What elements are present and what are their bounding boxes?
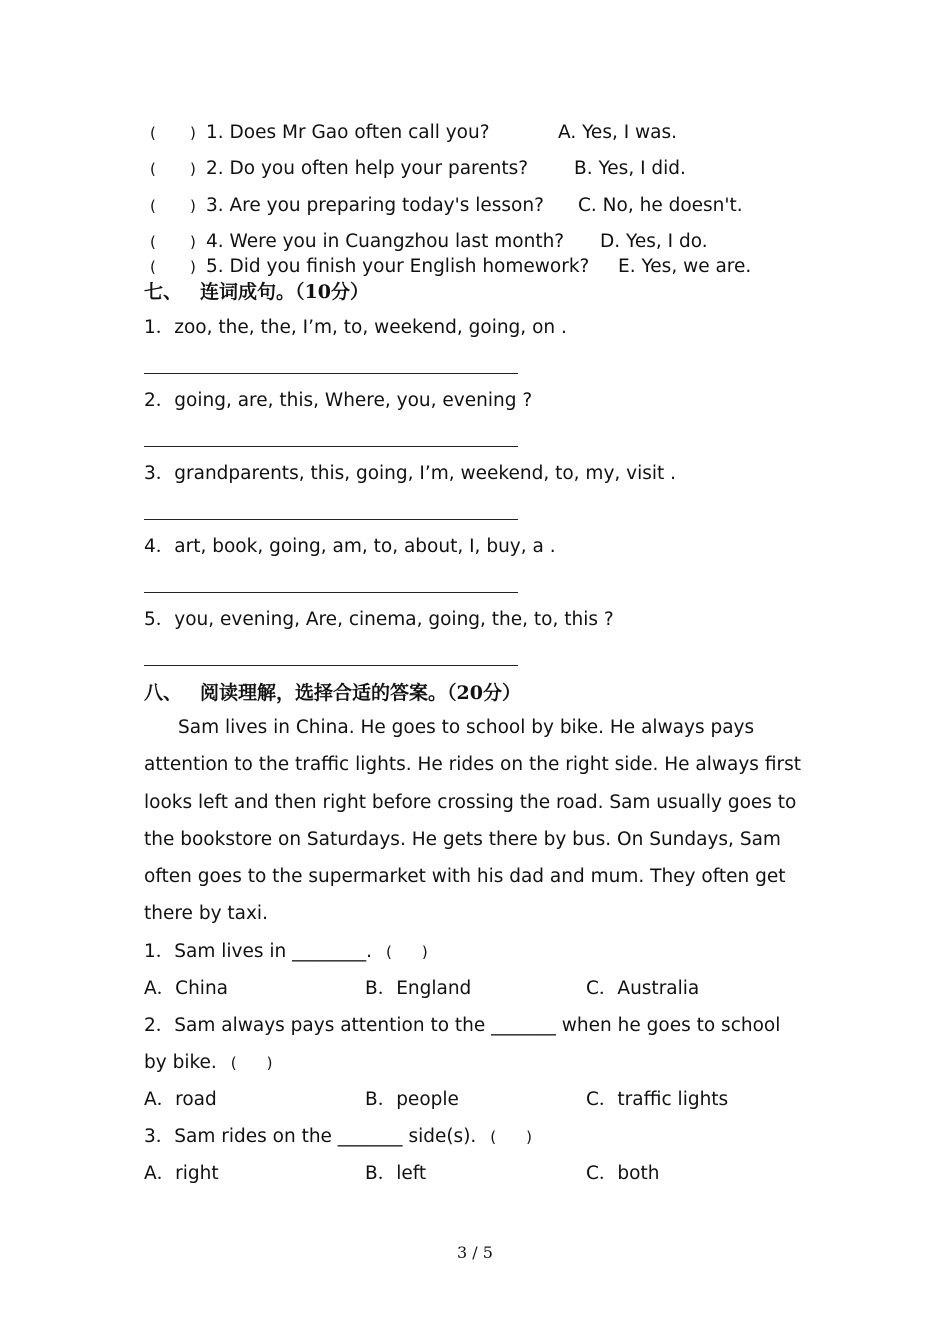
- matching-answer-c: C. No, he doesn't.: [578, 195, 743, 216]
- matching-question-text: 3. Are you preparing today's lesson?: [206, 195, 544, 216]
- matching-question-4: [150, 230, 564, 254]
- question-text: 3．Sam rides on the _______ side(s).: [144, 1126, 477, 1147]
- answer-paren-open: (: [150, 124, 156, 142]
- option-a: A．right: [144, 1163, 219, 1184]
- section-number: 八、: [144, 682, 183, 704]
- matching-question-5: [150, 255, 589, 279]
- sentence-item-3: 3．grandparents, this, going, I’m, weekend, to, my, visit .: [144, 463, 677, 484]
- answer-paren: ( ): [386, 943, 428, 961]
- matching-answer-b: B. Yes, I did.: [574, 158, 686, 179]
- answer-line: [144, 373, 518, 374]
- option-a: A．China: [144, 978, 228, 999]
- answer-paren-close: ): [190, 258, 196, 276]
- option-c: C．Australia: [586, 978, 700, 999]
- reading-question-1: [144, 940, 428, 964]
- answer-paren-open: (: [150, 233, 156, 251]
- passage-text: Sam lives in China. He goes to school by bike. He always pays attention to the traffic lights. He rides on the right side. He always first looks left and then right before crossing the road. Sam usually goes to the bookstore on Saturdays. He gets there by bus. On Sundays, Sam often goes to the supermarket with his dad and mum. They often get there by taxi.: [144, 717, 801, 925]
- sentence-item-1: 1．zoo, the, the, I’m, to, weekend, going, on .: [144, 317, 567, 338]
- matching-answer-d: D. Yes, I do.: [600, 231, 708, 252]
- answer-line: [144, 446, 518, 447]
- answer-paren-close: ): [190, 197, 196, 215]
- matching-question-text: 4. Were you in Cuangzhou last month?: [206, 231, 565, 252]
- reading-question-2-cont: [144, 1051, 273, 1075]
- section-number: 七、: [144, 281, 183, 303]
- answer-paren-open: (: [150, 160, 156, 178]
- section-8-heading: [144, 680, 521, 706]
- option-b: B．left: [365, 1163, 427, 1184]
- section-title: 连词成句。（10分）: [200, 281, 369, 303]
- answer-paren: ( ): [230, 1054, 273, 1072]
- answer-paren-open: (: [150, 258, 156, 276]
- question-text: 1．Sam lives in ________.: [144, 941, 373, 962]
- matching-answer-e: E. Yes, we are.: [618, 256, 752, 277]
- sentence-item-5: 5．you, evening, Are, cinema, going, the, to, this ?: [144, 609, 614, 630]
- question-text: by bike.: [144, 1052, 217, 1073]
- matching-question-text: 1. Does Mr Gao often call you?: [206, 122, 490, 143]
- option-a: A．road: [144, 1089, 217, 1110]
- page-number: 3 / 5: [457, 1243, 493, 1262]
- answer-paren: ( ): [490, 1128, 533, 1146]
- answer-line: [144, 665, 518, 666]
- reading-question-2: 2．Sam always pays attention to the _______ when he goes to school: [144, 1015, 781, 1036]
- section-7-heading: [144, 279, 369, 305]
- matching-question-3: [150, 194, 544, 218]
- matching-answer-a: A. Yes, I was.: [558, 122, 678, 143]
- section-title: 阅读理解，选择合适的答案。（20分）: [200, 682, 521, 704]
- matching-question-text: 2. Do you often help your parents?: [206, 158, 529, 179]
- option-c: C．traffic lights: [586, 1089, 729, 1110]
- answer-line: [144, 519, 518, 520]
- option-c: C．both: [586, 1163, 660, 1184]
- option-b: B．people: [365, 1089, 459, 1110]
- answer-paren-close: ): [190, 124, 196, 142]
- matching-question-2: [150, 157, 528, 181]
- matching-question-1: [150, 121, 490, 145]
- reading-passage: [144, 709, 814, 933]
- answer-paren-close: ): [190, 160, 196, 178]
- sentence-item-2: 2．going, are, this, Where, you, evening ?: [144, 390, 533, 411]
- answer-paren-close: ): [190, 233, 196, 251]
- option-b: B．England: [365, 978, 472, 999]
- answer-paren-open: (: [150, 197, 156, 215]
- answer-line: [144, 592, 518, 593]
- reading-question-3: [144, 1125, 532, 1149]
- sentence-item-4: 4．art, book, going, am, to, about, I, buy, a .: [144, 536, 556, 557]
- matching-question-text: 5. Did you finish your English homework?: [206, 256, 590, 277]
